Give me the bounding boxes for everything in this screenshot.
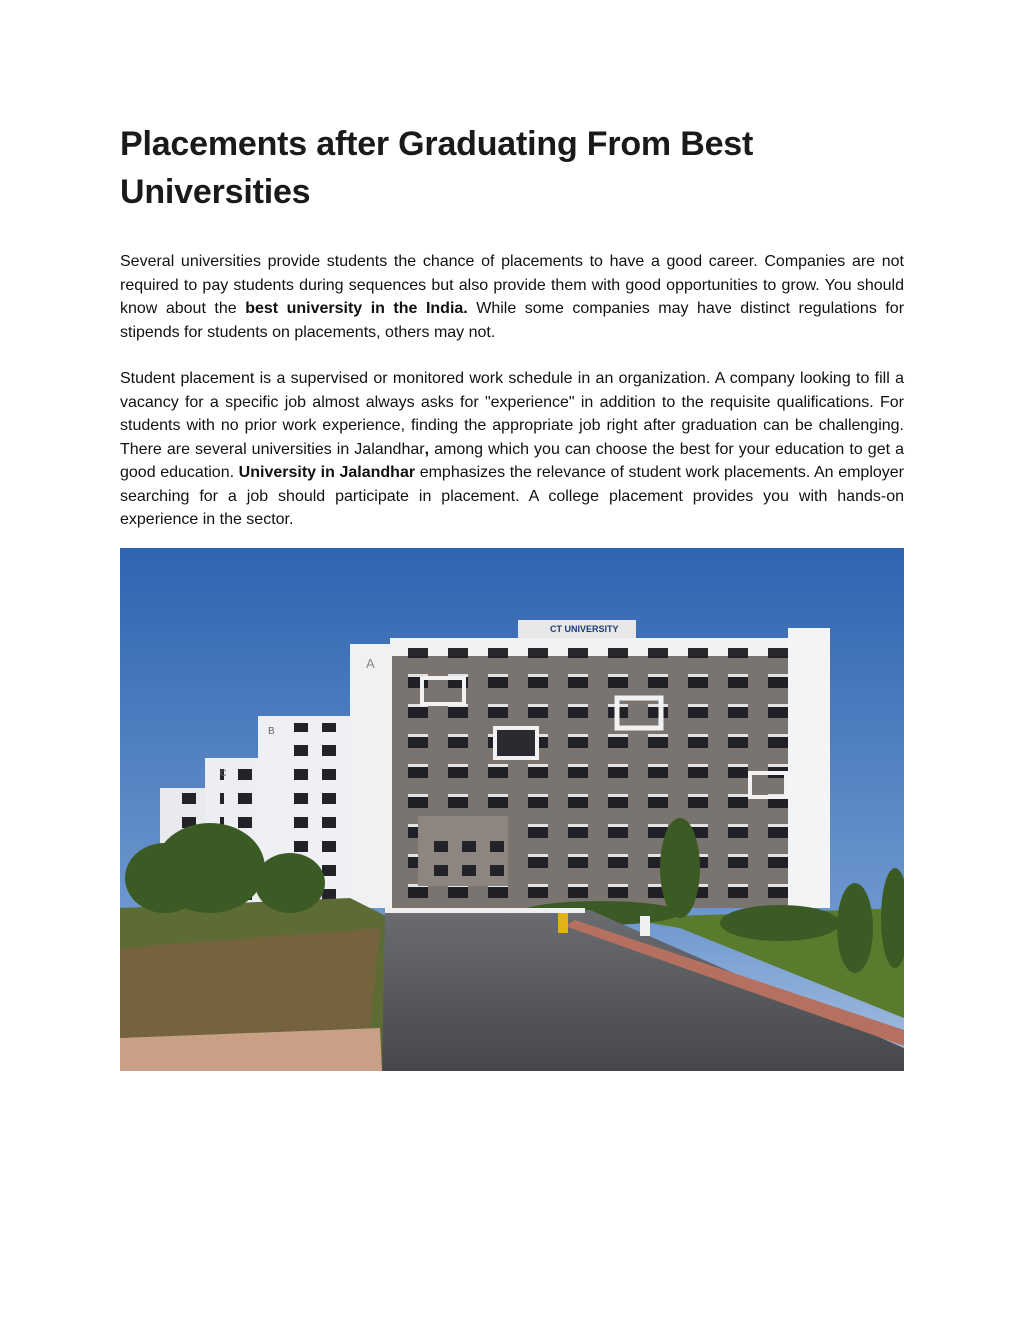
paragraph-1-text-a: Several universities provide students the chance of placements to have a good career. Companies are not required to pay students during sequences but also provide them with good opportunities to grow. You should know about the [120,253,904,317]
paragraph-1-text-c: While some companies may have distinct regulations for stipends for students on placements, others may not. [120,300,905,341]
comma-bold: , [424,440,430,458]
best-university-link[interactable]: best university in the India. [245,300,468,317]
barrier [385,908,585,913]
university-in-jalandhar-link[interactable]: University in Jalandhar [238,464,416,481]
paragraph-2 [120,367,904,532]
article [120,120,904,555]
paragraph-2-text-a: Student placement is a supervised or monitored work schedule in an organization. A company looking to fill a vacancy for a specific job almost always asks for "experience" in addition to the requisite qualifications. For students with no prior work experience, finding the appropriate job right after graduation can be challenging. There are several universities in Jalandhar [120,370,904,458]
block-c-label: C [220,768,227,778]
paragraph-1 [120,250,904,344]
block-b-label: B [268,726,275,737]
sign-text: CT UNIVERSITY [550,624,619,634]
campus-photo [120,548,904,1071]
paragraph-2-text-e: emphasizes the relevance of student work placements. An employer searching for a job should participate in placement. A college placement provides you with hands-on experience in the sector. [120,464,904,528]
block-a-label: A [366,656,375,671]
paragraph-2-text-c: among which you can choose the best for your education to get a good education. [120,440,905,481]
building-a [350,620,830,908]
article-title: Placements after Graduating From Best Universities [120,125,754,211]
